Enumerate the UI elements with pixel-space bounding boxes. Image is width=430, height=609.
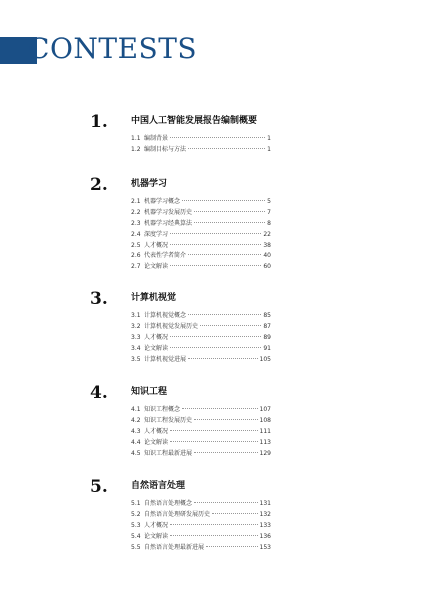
entry-number: 2.3 [131,219,141,227]
page-number: 129 [259,449,271,457]
dot-leader [194,211,265,212]
toc-entry[interactable] [131,405,271,416]
section-number: 4. [90,383,108,403]
entry-label: 计算机视觉进展 [144,355,187,363]
page-number: 91 [263,344,271,352]
entry-number: 3.4 [131,344,141,352]
toc-entry[interactable] [131,251,271,262]
dot-leader [188,314,261,315]
entry-number: 5.1 [131,500,141,507]
section-number: 3. [90,289,108,309]
entry-number: 2.7 [131,263,141,271]
dot-leader [170,137,265,138]
dot-leader [188,254,261,255]
toc-entry[interactable] [131,311,271,322]
toc-entry[interactable] [131,427,271,438]
page-number: 5 [267,198,271,205]
toc-item-list [131,405,271,459]
entry-number: 2.4 [131,230,141,238]
entry-label: 知识工程概念 [144,406,181,413]
entry-label: 人才概况 [144,333,169,341]
section-number: 2. [90,175,108,195]
entry-label: 自然语言处理概念 [144,500,193,507]
section-title[interactable]: 机器学习 [131,179,168,189]
dot-leader [212,513,258,514]
entry-number: 3.5 [131,355,141,363]
dot-leader [170,347,261,348]
entry-label: 自然语言处理研发展历史 [144,510,211,518]
entry-number: 5.5 [131,543,141,551]
dot-leader [170,233,261,234]
toc-item-list [131,499,271,553]
page-number: 38 [263,241,271,249]
section-number: 5. [90,477,108,497]
toc-entry[interactable] [131,510,271,521]
dot-leader [206,546,258,547]
entry-label: 编制目标与方法 [144,145,187,153]
entry-number: 1.1 [131,135,141,142]
toc-entry[interactable] [131,333,271,344]
entry-number: 2.2 [131,208,141,216]
toc-entry[interactable] [131,499,271,510]
entry-number: 3.2 [131,322,141,330]
entry-label: 机器学习经典算法 [144,219,193,227]
page-number: 89 [263,333,271,341]
page-number: 132 [259,510,271,518]
dot-leader [170,430,258,431]
entry-number: 4.5 [131,449,141,457]
dot-leader [188,148,265,149]
entry-number: 4.4 [131,438,141,446]
entry-label: 机器学习发展历史 [144,208,193,216]
dot-leader [182,408,258,409]
page-number: 1 [267,145,271,153]
toc-entry[interactable] [131,230,271,241]
dot-leader [170,524,258,525]
page-number: 133 [259,521,271,529]
dot-leader [194,502,258,503]
toc-entry[interactable] [131,416,271,427]
page-title-initial: C [28,32,50,65]
entry-label: 自然语言处理最新进展 [144,543,205,551]
dot-leader [200,325,261,326]
entry-label: 编制背景 [144,135,169,142]
entry-number: 4.1 [131,406,141,413]
entry-number: 2.1 [131,198,141,205]
toc-entry[interactable] [131,355,271,366]
toc-entry[interactable] [131,219,271,230]
section-number: 1. [90,112,108,132]
page-number: 108 [259,416,271,424]
entry-number: 2.5 [131,241,141,249]
entry-label: 人才概况 [144,241,169,249]
entry-number: 1.2 [131,145,141,153]
entry-number: 3.3 [131,333,141,341]
page-number: 1 [267,135,271,142]
entry-label: 知识工程最新进展 [144,449,193,457]
toc-entry[interactable] [131,543,271,554]
section-title[interactable]: 自然语言处理 [131,481,186,491]
dot-leader [170,244,261,245]
entry-number: 5.4 [131,532,141,540]
entry-label: 人才概况 [144,427,169,435]
toc-entry[interactable] [131,438,271,449]
toc-entry[interactable] [131,532,271,543]
toc-item-list [131,134,271,156]
entry-label: 计算机视觉发展历史 [144,322,199,330]
entry-number: 2.6 [131,252,141,260]
entry-label: 论文解读 [144,263,169,271]
section-title[interactable]: 知识工程 [131,387,168,397]
toc-entry[interactable] [131,322,271,333]
entry-label: 知识工程发展历史 [144,416,193,424]
page-number: 131 [259,500,271,507]
dot-leader [170,336,261,337]
page-number: 7 [267,208,271,216]
page-number: 136 [259,532,271,540]
page-number: 60 [263,263,271,271]
entry-label: 论文解读 [144,532,169,540]
page-number: 105 [259,355,271,363]
dot-leader [194,452,258,453]
dot-leader [170,535,258,536]
dot-leader [170,441,258,442]
dot-leader [188,358,258,359]
toc-item-list [131,311,271,365]
page-number: 153 [259,543,271,551]
section-title[interactable]: 计算机视觉 [131,293,177,303]
dot-leader [194,222,265,223]
entry-number: 4.2 [131,416,141,424]
page-number: 113 [259,438,271,446]
toc-entry[interactable] [131,145,271,156]
entry-label: 代表性学者简介 [144,252,187,260]
entry-label: 机器学习概念 [144,198,181,205]
page-number: 111 [259,427,271,435]
toc-entry[interactable] [131,134,271,145]
page-number: 22 [263,230,271,238]
dot-leader [194,419,258,420]
toc-entry[interactable] [131,197,271,208]
page-number: 8 [267,219,271,227]
entry-label: 论文解读 [144,344,169,352]
entry-label: 论文解读 [144,438,169,446]
entry-number: 4.3 [131,427,141,435]
page-title-rest: ONTESTS [49,32,198,65]
entry-label: 深度学习 [144,230,169,238]
toc-entry[interactable] [131,521,271,532]
section-title[interactable]: 中国人工智能发展报告编制概要 [131,116,258,126]
toc-entry[interactable] [131,344,271,355]
dot-leader [182,200,265,201]
toc-entry[interactable] [131,262,271,273]
toc-entry[interactable] [131,241,271,252]
entry-number: 3.1 [131,312,141,319]
entry-label: 人才概况 [144,521,169,529]
entry-number: 5.2 [131,510,141,518]
page-number: 107 [259,406,271,413]
page-number: 85 [263,312,271,319]
toc-item-list [131,197,271,273]
toc-entry[interactable] [131,449,271,460]
toc-entry[interactable] [131,208,271,219]
dot-leader [170,265,261,266]
page-number: 40 [263,252,271,260]
entry-label: 计算机视觉概念 [144,312,187,319]
page-number: 87 [263,322,271,330]
entry-number: 5.3 [131,521,141,529]
page-title [28,31,197,67]
